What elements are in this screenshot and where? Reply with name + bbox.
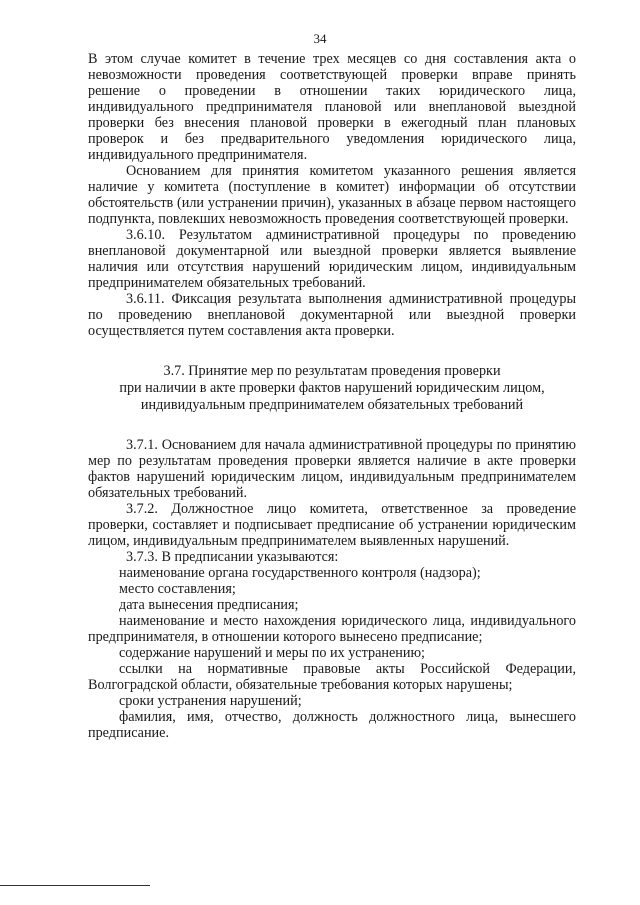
footer-divider: [0, 885, 150, 886]
list-item: сроки устранения нарушений;: [119, 693, 302, 709]
paragraph: 3.7.2. Должностное лицо комитета, ответственное за проведение проверки, составляет и подписывает предписание об устранении юридическим лицом, индивидуальным предпринимателем выявленных нарушений.: [88, 501, 576, 549]
section-heading-line: 3.7. Принятие мер по результатам проведения проверки: [163, 363, 501, 379]
paragraph: 3.6.10. Результатом административной процедуры по проведению внеплановой документарной или выездной проверки является выявление наличия или отсутствия нарушений юридическим лицом, индивидуальным предпринимателем обязательных требований.: [88, 227, 576, 291]
paragraph: 3.6.11. Фиксация результата выполнения административной процедуры по проведению внеплановой документарной или выездной проверки осуществляется путем составления акта проверки.: [88, 291, 576, 339]
paragraph: В этом случае комитет в течение трех месяцев со дня составления акта о невозможности проведения соответствующей проверки вправе принять решение о проведении в отношении таких юридического лица, индивидуального предпринимателя плановой или внеплановой выездной проверки без внесения плановой проверки в ежегодный план плановых проверок и без предварительного уведомления юридического лица, индивидуального предпринимателя.: [88, 51, 576, 163]
list-item: фамилия, имя, отчество, должность должностного лица, вынесшего предписание.: [88, 709, 576, 741]
section-heading-line: индивидуальным предпринимателем обязательных требований: [140, 397, 524, 413]
list-item: наименование и место нахождения юридического лица, индивидуального предпринимателя, в отношении которого вынесено предписание;: [88, 613, 576, 645]
page-number: 34: [313, 31, 327, 46]
list-item: содержание нарушений и меры по их устранению;: [119, 645, 425, 661]
list-item: ссылки на нормативные правовые акты Российской Федерации, Волгоградской области, обязательные требования которых нарушены;: [88, 661, 576, 693]
paragraph: 3.7.3. В предписании указываются:: [126, 549, 339, 565]
section-heading: [88, 363, 576, 414]
section-heading-line: при наличии в акте проверки фактов нарушений юридическим лицом,: [119, 380, 545, 396]
list-item: дата вынесения предписания;: [119, 597, 299, 613]
document-body: [88, 51, 576, 741]
paragraph: Основанием для принятия комитетом указанного решения является наличие у комитета (поступление в комитет) информации об отсутствии обстоятельств (или устранении причин), указанных в абзаце первом настоящего подпункта, повлекших невозможность проведения соответствующей проверки.: [88, 163, 576, 227]
list-item: место составления;: [119, 581, 236, 597]
paragraph: 3.7.1. Основанием для начала административной процедуры по принятию мер по результатам проведения проверки является наличие в акте проверки фактов нарушений юридическим лицом, индивидуальным предпринимателем обязательных требований.: [88, 437, 576, 501]
list-item: наименование органа государственного контроля (надзора);: [119, 565, 481, 581]
